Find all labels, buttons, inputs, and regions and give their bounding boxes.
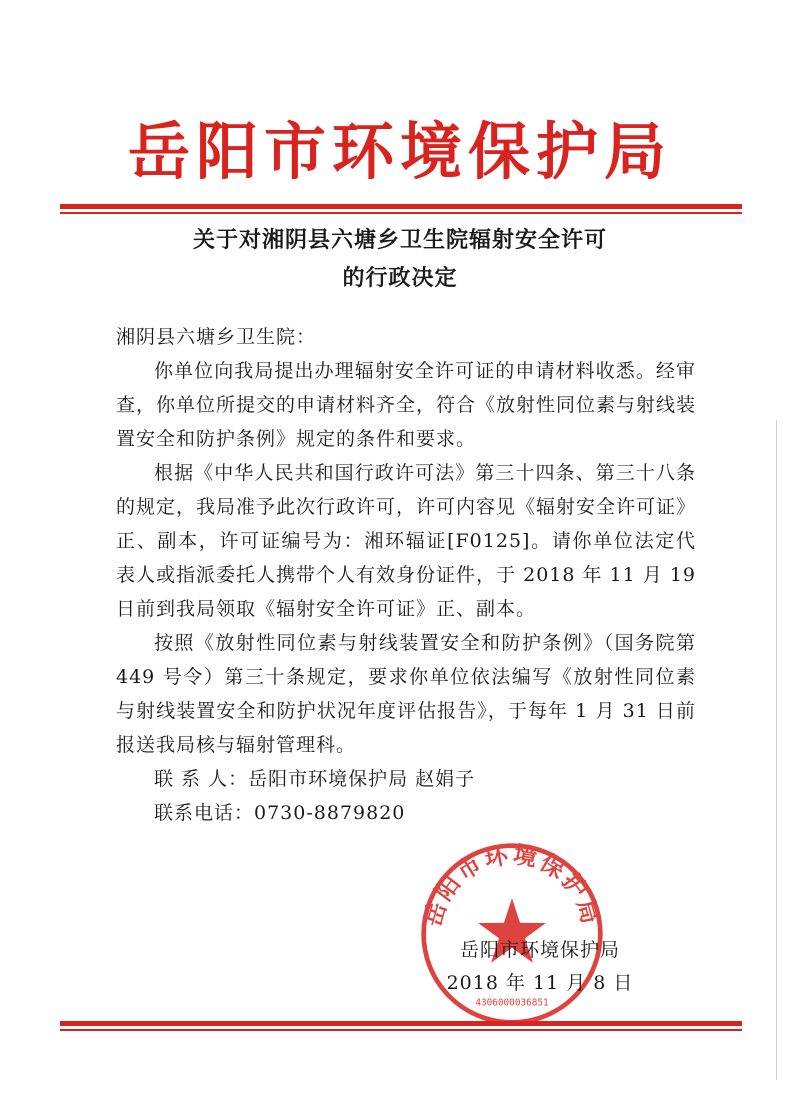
document-title-line-1: 关于对湘阴县六塘乡卫生院辐射安全许可 (192, 227, 607, 253)
signature-org: 岳阳市环境保护局 (459, 939, 620, 961)
seal-number: 4306000036851 (475, 997, 549, 1009)
paragraph-1: 你单位向我局提出办理辐射安全许可证的申请材料收悉。经审查，你单位所提交的申请材料齐全，符合《放射性同位素与射线装置安全和防护条例》规定的条件和要求。 (116, 360, 697, 450)
paragraph-3: 按照《放射性同位素与射线装置安全和防护条例》（国务院第 449 号令）第三十条规定，要求你单位依法编写《放射性同位素与射线装置安全和防护状况年度评估报告》，于每年 1 月 31 日前报送我局核与辐射管理科。 (116, 632, 696, 756)
letterhead-rule-thin (60, 212, 742, 214)
signature-date: 2018 年 11 月 8 日 (446, 972, 634, 994)
official-seal (418, 840, 606, 1028)
letterhead-org-name: 岳阳市环境保护局 (127, 115, 672, 188)
seal-text: 岳阳市环境保护局 (418, 840, 606, 930)
letterhead-rule-thick (60, 204, 742, 209)
contact-phone: 联系电话：0730-8879820 (154, 802, 406, 824)
document-title-line-2: 的行政决定 (342, 265, 458, 291)
paragraph-2: 根据《中华人民共和国行政许可法》第三十四条、第三十八条的规定，我局准予此次行政许可，许可内容见《辐射安全许可证》正、副本，许可证编号为：湘环辐证[F0125]。请你单位法定代表人或指派委托人携带个人有效身份证件，于 2018 年 11 月 19 日前到我局领取《辐射安全许可证》正、副本。 (116, 462, 697, 620)
contact-person: 联 系 人：岳阳市环境保护局 赵娟子 (154, 768, 476, 790)
document-body (116, 320, 696, 830)
recipient: 湘阴县六塘乡卫生院： (116, 326, 317, 348)
footer-rule-thin (60, 1029, 742, 1031)
scan-edge-line (776, 420, 777, 1080)
footer-rule-thick (60, 1021, 742, 1026)
